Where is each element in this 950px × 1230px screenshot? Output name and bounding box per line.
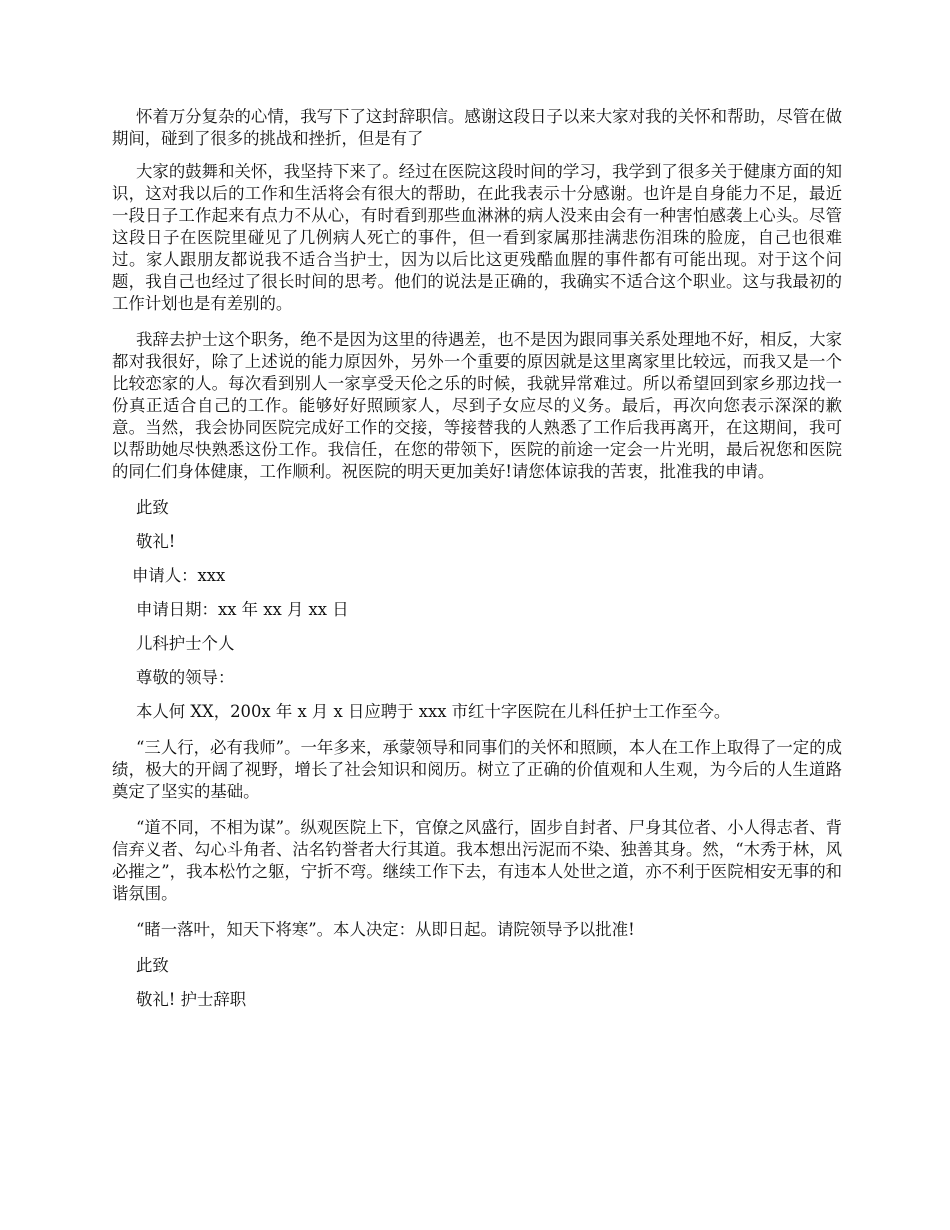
letter2-closing: 此致 <box>136 956 169 975</box>
letter1-date: 申请日期：xx 年 xx 月 xx 日 <box>136 600 349 619</box>
letter1-salute: 敬礼! <box>136 532 176 551</box>
letter1-paragraph-2: 大家的鼓舞和关怀，我坚持下来了。经过在医院这段时间的学习，我学到了很多关于健康方面的知识，这对我以后的工作和生活将会有很大的帮助，在此我表示十分感谢。也许是自身能力不足，最近一段日子工作起来有点力不从心，有时看到那些血淋淋的病人没来由会有一种害怕感袭上心头。尽管这段日子在医院里碰见了几例病人死亡的事件，但一看到家属那挂满悲伤泪珠的脸庞，自己也很难过。家人跟朋友都说我不适合当护士，因为以后比这更残酷血腥的事件都有可能出现。对于这个问题，我自己也经过了很长时间的思考。他们的说法是正确的，我确实不适合这个职业。这与我最初的工作计划也是有差别的。 <box>112 162 842 313</box>
letter2-paragraph-3: “道不同，不相为谋”。纵观医院上下，官僚之风盛行，固步自封者、尸身其位者、小人得志者、背信弃义者、勾心斗角者、沽名钓誉者大行其道。我本想出污泥而不染、独善其身。然，“木秀于林，风必摧之”，我本松竹之躯，宁折不弯。继续工作下去，有违本人处世之道，亦不利于医院相安无事的和谐氛围。 <box>112 818 842 903</box>
letter1-paragraph-3: 我辞去护士这个职务，绝不是因为这里的待遇差，也不是因为跟同事关系处理地不好，相反，大家都对我很好，除了上述说的能力原因外，另外一个重要的原因就是这里离家里比较远，而我又是一个比较恋家的人。每次看到别人一家享受天伦之乐的时候，我就异常难过。所以希望回到家乡那边找一份真正适合自己的工作。能够好好照顾家人，尽到子女应尽的义务。最后，再次向您表示深深的歉意。当然，我会协同医院完成好工作的交接，等接替我的人熟悉了工作后我再离开，在这期间，我可以帮助她尽快熟悉这份工作。我信任，在您的带领下，医院的前途一定会一片光明，最后祝您和医院的同仁们身体健康，工作顺利。祝医院的明天更加美好!请您体谅我的苦衷，批准我的申请。 <box>112 330 842 481</box>
letter1-applicant: 申请人：xxx <box>132 566 226 585</box>
letter1-paragraph-1: 怀着万分复杂的心情，我写下了这封辞职信。感谢这段日子以来大家对我的关怀和帮助，尽管在做期间，碰到了很多的挑战和挫折，但是有了 <box>112 107 842 148</box>
letter2-greeting: 尊敬的领导： <box>136 668 235 687</box>
letter1-closing: 此致 <box>136 498 169 517</box>
letter2-paragraph-2: “三人行，必有我师”。一年多来，承蒙领导和同事们的关怀和照顾，本人在工作上取得了一定的成绩，极大的开阔了视野，增长了社会知识和阅历。树立了正确的价值观和人生观，为今后的人生道路奠定了坚实的基础。 <box>112 738 842 801</box>
letter2-paragraph-4: “睹一落叶，知天下将寒”。本人决定：从即日起。请院领导予以批准! <box>136 920 635 939</box>
document-page <box>112 106 842 1023</box>
letter2-paragraph-1: 本人何 XX，200x 年 x 月 x 日应聘于 xxx 市红十字医院在儿科任护士工作至今。 <box>136 702 731 721</box>
letter2-salute: 敬礼! 护士辞职 <box>136 990 247 1009</box>
letter2-title: 儿科护士个人 <box>136 634 235 653</box>
